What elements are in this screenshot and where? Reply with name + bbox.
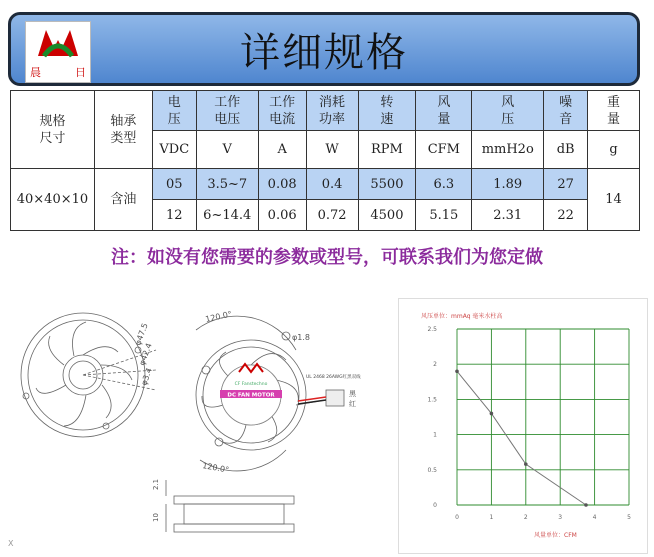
- col-header-voltage: 电压: [152, 91, 196, 131]
- corner-mark: X: [8, 539, 14, 548]
- angle-label: 120.0°: [204, 309, 233, 324]
- x-tick-label: 0: [455, 514, 459, 521]
- data-point: [584, 503, 588, 507]
- unit-weight: g: [588, 131, 640, 169]
- dim-label: 10: [152, 513, 160, 522]
- table-cell: 4500: [358, 200, 416, 231]
- spec-header: 规格尺寸: [11, 91, 95, 169]
- col-header-airflow: 风量: [416, 91, 472, 131]
- table-cell: 5500: [358, 169, 416, 200]
- table-cell: 3.5~7: [196, 169, 258, 200]
- fan-side-view: [166, 480, 294, 532]
- weight-header: 重量: [588, 91, 640, 131]
- y-tick-label: 1.5: [427, 396, 437, 404]
- table-cell: 6~14.4: [196, 200, 258, 231]
- fan-technical-drawing: [6, 300, 386, 552]
- logo-char-2: 日: [75, 66, 86, 79]
- data-point: [490, 412, 494, 416]
- dim-label: φ47.5: [133, 321, 150, 347]
- col-header-work-voltage: 工作电压: [196, 91, 258, 131]
- y-tick-label: 2.5: [427, 326, 437, 333]
- data-point: [524, 462, 528, 466]
- table-cell: 05: [152, 169, 196, 200]
- x-tick-label: 5: [627, 514, 631, 521]
- unit-speed: RPM: [358, 131, 416, 169]
- y-tick-label: 2: [433, 361, 437, 369]
- y-tick-label: 0: [433, 502, 437, 509]
- table-cell: 2.31: [472, 200, 544, 231]
- unit-power: W: [306, 131, 358, 169]
- wire-spec: UL 2468 26AWG红黑双线: [306, 375, 361, 380]
- pq-series-line: [457, 371, 586, 505]
- bearing-header: 轴承类型: [94, 91, 152, 169]
- dim-label: φ3.4: [139, 366, 155, 387]
- custom-order-note: 注：如没有您需要的参数或型号，可联系我们为您定做: [111, 247, 543, 268]
- unit-noise: dB: [544, 131, 588, 169]
- unit-pressure: mmH2o: [472, 131, 544, 169]
- weight-cell: 14: [588, 169, 640, 231]
- table-cell: 1.89: [472, 169, 544, 200]
- col-header-pressure: 风压: [472, 91, 544, 131]
- x-tick-label: 1: [489, 514, 494, 521]
- fan-front-view: [21, 313, 156, 437]
- table-cell: 22: [544, 200, 588, 231]
- logo-char-1: 晨: [30, 66, 41, 79]
- unit-current: A: [258, 131, 306, 169]
- table-cell: 0.08: [258, 169, 306, 200]
- brand-text: CF Fanstechno: [234, 382, 268, 387]
- size-cell: 40×40×10: [11, 169, 95, 231]
- chart-plot: [399, 299, 647, 553]
- y-tick-label: 1: [433, 431, 437, 439]
- angle-label: 120.0°: [201, 461, 230, 475]
- data-point: [455, 369, 459, 373]
- col-header-power: 消耗功率: [306, 91, 358, 131]
- chart-title: 风压单位：mmAq 毫米水柱高: [421, 313, 503, 320]
- table-cell: 0.4: [306, 169, 358, 200]
- spec-table: [10, 90, 640, 231]
- wire-color-black: 黑: [349, 390, 356, 398]
- chart-xlabel: 风量单位：CFM: [534, 532, 577, 539]
- unit-work-voltage: V: [196, 131, 258, 169]
- table-cell: 0.72: [306, 200, 358, 231]
- motor-label-text: DC FAN MOTOR: [227, 392, 275, 399]
- pq-curve-chart: [398, 298, 648, 554]
- table-cell: 5.15: [416, 200, 472, 231]
- unit-airflow: CFM: [416, 131, 472, 169]
- unit-voltage: VDC: [152, 131, 196, 169]
- title-banner: [8, 12, 640, 86]
- col-header-speed: 转速: [358, 91, 416, 131]
- x-tick-label: 3: [558, 514, 563, 521]
- x-tick-label: 2: [523, 514, 528, 521]
- col-header-noise: 噪音: [544, 91, 588, 131]
- y-tick-label: 0.5: [427, 466, 437, 474]
- bearing-cell: 含油: [94, 169, 152, 231]
- table-cell: 0.06: [258, 200, 306, 231]
- dim-label: 2.1: [152, 478, 160, 490]
- col-header-current: 工作电流: [258, 91, 306, 131]
- wire-color-red: 红: [349, 400, 356, 408]
- dim-label: φ42.4: [137, 341, 154, 367]
- table-cell: 12: [152, 200, 196, 231]
- page-title: 详细规格: [240, 30, 408, 76]
- table-cell: 6.3: [416, 169, 472, 200]
- table-cell: 27: [544, 169, 588, 200]
- x-tick-label: 4: [592, 514, 597, 521]
- hole-dim-label: φ1.8: [292, 333, 310, 342]
